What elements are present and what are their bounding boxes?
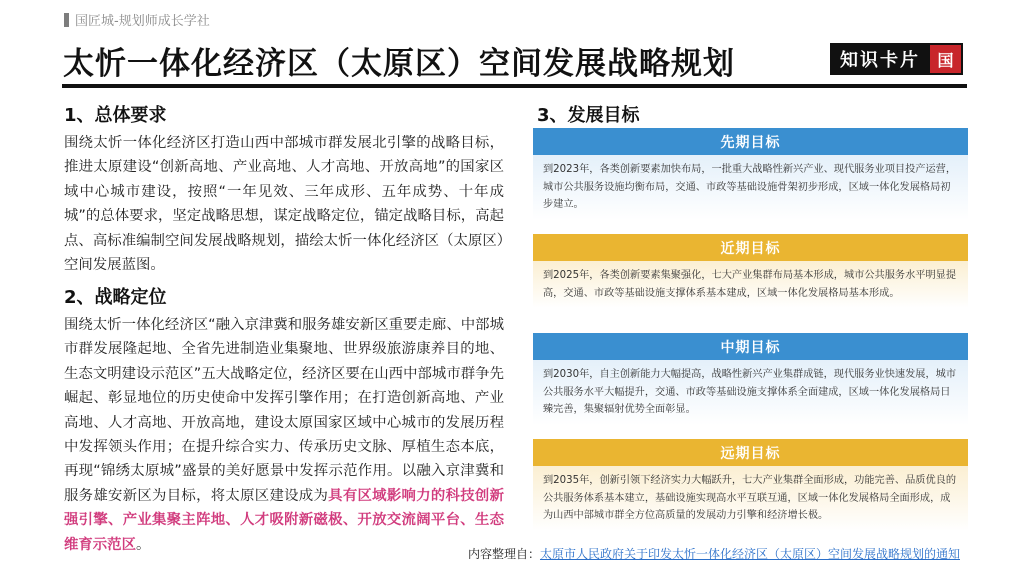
source-footer <box>468 545 960 562</box>
title-divider <box>62 84 967 88</box>
goal-title: 先期目标 <box>533 128 968 155</box>
section-2-heading: 2、战略定位 <box>64 287 167 308</box>
section-2-highlight: 具有区域影响力的科技创新强引擎、产业集聚主阵地、人才吸附新磁极、开放交流阔平台、生态维育示范区 <box>64 487 504 553</box>
section-3-heading: 3、发展目标 <box>537 105 640 126</box>
goal-text: 到2030年，自主创新能力大幅提高，战略性新兴产业集群成链，现代服务业快速发展，城市公共服务水平大幅提升，交通、市政等基础设施支撑体系全面建成，区域一体化发展格局日臻完善，集聚辐射优势全面彰显。 <box>533 360 968 425</box>
goal-text: 到2023年，各类创新要素加快布局，一批重大战略性新兴产业、现代服务业项目投产运营，城市公共服务设施均衡布局，交通、市政等基础设施骨架初步形成，区域一体化发展格局初步建立。 <box>533 155 968 220</box>
goal-card-early <box>533 128 968 220</box>
brand-line <box>64 10 210 29</box>
goal-title: 中期目标 <box>533 333 968 360</box>
goal-text: 到2035年，创新引领下经济实力大幅跃升，七大产业集群全面形成，功能完善、品质优良的公共服务体系基本建立，基础设施实现高水平互联互通，区域一体化发展格局全面形成，成为山西中部城市群全方位高质量的发展动力引擎和经济增长极。 <box>533 466 968 531</box>
goal-title: 近期目标 <box>533 234 968 261</box>
section-2-end: 。 <box>135 536 151 553</box>
section-1-text: 围绕太忻一体化经济区打造山西中部城市群发展北引擎的战略目标，推进太原建设“创新高地、产业高地、人才高地、开放高地”的国家区域中心城市建设，按照“一年见效、三年成形、五年成势、十年成城”的总体要求，坚定战略思想，谋定战略定位，锚定战略目标，高起点、高标准编制空间发展战略规划，描绘太忻一体化经济区（太原区）空间发展蓝图。 <box>64 135 504 274</box>
goal-card-long <box>533 439 968 531</box>
page-title: 太忻一体化经济区（太原区）空间发展战略规划 <box>63 46 735 82</box>
goal-text: 到2025年，各类创新要素集聚强化，七大产业集群布局基本形成，城市公共服务水平明显提高，交通、市政等基础设施支撑体系基本建成，区域一体化发展格局基本形成。 <box>533 261 968 308</box>
source-label: 内容整理自： <box>467 547 540 561</box>
knowledge-card-badge <box>830 43 963 75</box>
source-link[interactable]: 太原市人民政府关于印发太忻一体化经济区（太原区）空间发展战略规划的通知 <box>539 547 960 561</box>
goal-card-mid <box>533 333 968 425</box>
badge-label: 知识卡片 <box>830 43 930 75</box>
section-2-text: 围绕太忻一体化经济区“融入京津冀和服务雄安新区重要走廊、中部城市群发展隆起地、全省先进制造业集聚地、世界级旅游康养目的地、生态文明建设示范区”五大战略定位，经济区要在山西中部城市群争先崛起、彰显地位的历史使命中发挥引擎作用；在打造创新高地、产业高地、人才高地、开放高地，建设太原国家区域中心城市的发展历程中发挥领头作用；在提升综合实力、传承历史文脉、厚植生态本底，再现“锦绣太原城”盛景的美好愿景中发挥示范作用。以融入京津冀和服务雄安新区为目标，将太原区建设成为 <box>64 317 504 504</box>
brand-bar <box>64 13 69 27</box>
brand-name: 国匠城-规划师成长学社 <box>75 14 210 29</box>
section-1-heading: 1、总体要求 <box>64 105 167 126</box>
logo-icon: 国 <box>930 43 963 75</box>
goal-title: 远期目标 <box>533 439 968 466</box>
goal-card-near <box>533 234 968 308</box>
section-2-paragraph <box>64 313 504 557</box>
